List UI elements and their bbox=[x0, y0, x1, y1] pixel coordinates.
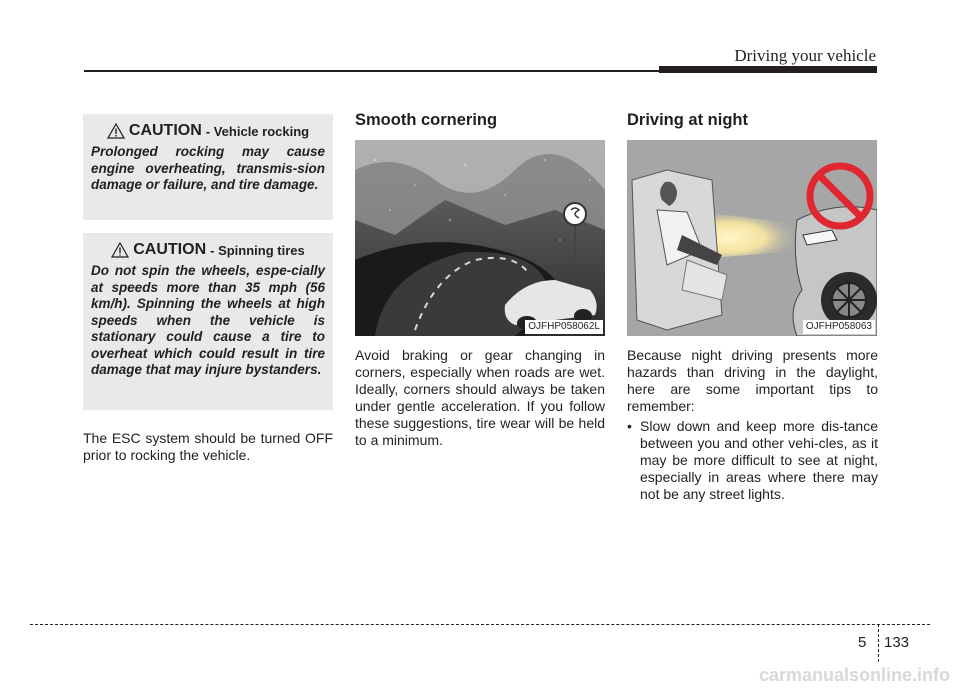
cornering-paragraph: Avoid braking or gear changing in corners, especially when roads are wet. Ideally, corners should always be taken under gentle acceleration. If you follow these suggestions, tire wear will be held to a minimum. bbox=[355, 347, 605, 448]
caution-subtitle: - Vehicle rocking bbox=[205, 123, 310, 139]
page-number: 133 bbox=[884, 634, 910, 651]
night-tips-list bbox=[627, 418, 878, 503]
caution-text: Prolonged rocking may cause engine overheating, transmis-sion damage or failure, and tire damage. bbox=[91, 144, 325, 192]
chapter-number: 5 bbox=[858, 634, 867, 651]
list-item: • Slow down and keep more dis-tance between you and other vehi-cles, as it may be more difficult to see at night, especially in areas where there may not be any street lights. bbox=[627, 418, 878, 503]
heading-driving-at-night: Driving at night bbox=[627, 111, 748, 129]
cornering-photo bbox=[355, 140, 605, 336]
caution-subtitle: - Spinning tires bbox=[210, 242, 305, 258]
night-intro-paragraph: Because night driving presents more hazards than driving in the daylight, here are some important tips to remember: bbox=[627, 347, 878, 414]
caution-box-spinning-tires bbox=[83, 233, 333, 410]
header-rule bbox=[84, 70, 659, 72]
image-code: OJFHP058062L bbox=[525, 320, 603, 334]
warning-triangle-icon bbox=[107, 123, 125, 139]
watermark: carmanualsonline.info bbox=[758, 665, 950, 685]
esc-paragraph: The ESC system should be turned OFF prior to rocking the vehicle. bbox=[83, 430, 333, 463]
cornering-illustration bbox=[355, 140, 605, 336]
warning-triangle-icon bbox=[111, 242, 129, 258]
caution-label: CAUTION bbox=[133, 241, 207, 258]
section-title: Driving your vehicle bbox=[734, 46, 876, 65]
caution-text: Do not spin the wheels, espe-cially at speeds more than 35 mph (56 km/h). Spinning the wheels at high speeds when the vehicle is stationary could cause a tire to overheat which could result in tire damage that may injure bystanders. bbox=[91, 263, 325, 377]
footer-rule bbox=[30, 624, 930, 625]
footer-divider bbox=[878, 624, 879, 662]
heading-smooth-cornering: Smooth cornering bbox=[355, 111, 498, 129]
night-driving-photo bbox=[627, 140, 877, 336]
header-rule-accent bbox=[659, 66, 877, 73]
caution-label: CAUTION bbox=[128, 122, 202, 139]
caution-box-vehicle-rocking bbox=[83, 114, 333, 220]
night-driving-illustration bbox=[627, 140, 877, 336]
image-code: OJFHP058063 bbox=[803, 320, 875, 334]
